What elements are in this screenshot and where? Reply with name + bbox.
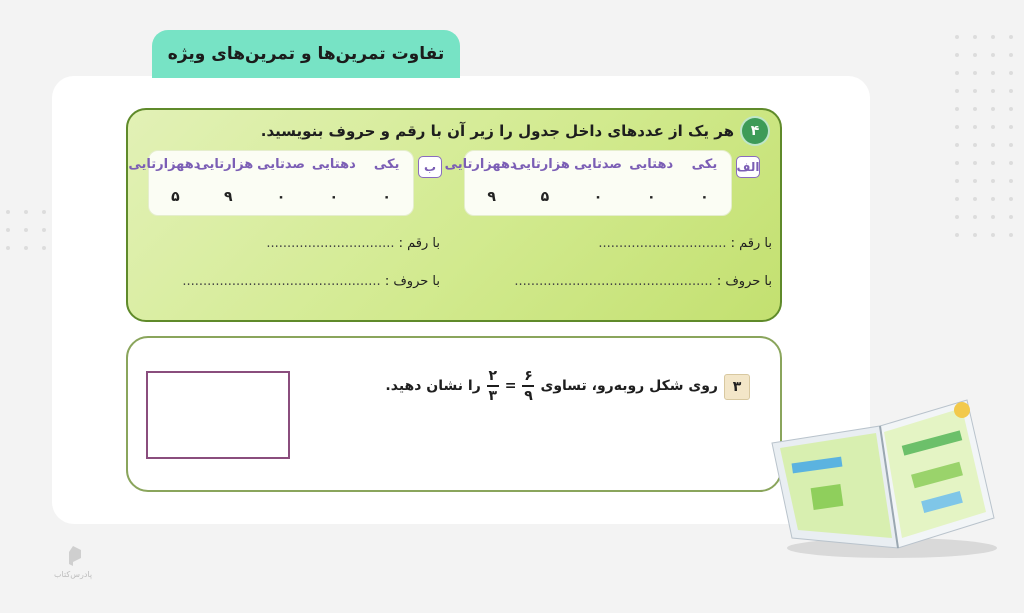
fraction-numerator: ۲: [488, 368, 498, 384]
fraction-bar: [487, 385, 499, 387]
page-title: تفاوت تمرین‌ها و تمرین‌های ویژه: [167, 44, 445, 64]
part-a-digits-label: با رقم :: [730, 236, 772, 251]
header-hundreds: صدتایی: [257, 157, 305, 172]
part-a-tag: الف: [736, 156, 760, 178]
digit-hundreds: ۰: [593, 189, 603, 205]
exercise-3-number: ۳: [724, 374, 750, 400]
decorative-dots-right: [955, 35, 1013, 237]
logo-text: پادرس‌کتاب: [54, 570, 93, 579]
exercise-4-panel: [126, 108, 782, 322]
part-a-letters-line[interactable]: [514, 274, 772, 289]
part-b-letters-label: با حروف :: [384, 274, 440, 289]
part-b-tag: ب: [418, 156, 442, 178]
part-a-digits-blank[interactable]: ...............................: [598, 236, 727, 251]
part-b-digits-blank[interactable]: ...............................: [266, 236, 395, 251]
part-b-letters-line[interactable]: [182, 274, 440, 289]
part-a-letters-blank[interactable]: ................................................: [514, 274, 713, 289]
fraction-denominator: ۹: [524, 388, 533, 404]
digit-thousands: ۹: [223, 189, 233, 205]
digit-ten-thousands: ۹: [487, 189, 496, 205]
fraction-denominator: ۳: [488, 388, 498, 404]
part-a-digits-line[interactable]: [598, 236, 772, 251]
drawing-rectangle[interactable]: [146, 371, 290, 459]
table-header-row: [128, 157, 413, 172]
part-a-letters-label: با حروف :: [716, 274, 772, 289]
digit-ten-thousands: ۵: [171, 189, 180, 205]
logo-icon: [61, 544, 85, 568]
place-value-table-a: [444, 150, 732, 216]
fraction-six-ninths: [522, 368, 534, 404]
digit-hundreds: ۰: [276, 189, 286, 205]
digit-tens: ۰: [329, 189, 339, 205]
equals-sign: =: [504, 378, 517, 394]
instruction-text-after: را نشان دهید.: [385, 378, 481, 394]
part-b-digits-line[interactable]: [266, 236, 440, 251]
digit-thousands: ۵: [540, 189, 550, 205]
header-ones: یکی: [691, 157, 718, 172]
header-thousands: هزارتایی: [196, 157, 254, 172]
table-digit-row: [465, 189, 731, 205]
table-header-row: [444, 157, 731, 172]
header-thousands: هزارتایی: [513, 157, 570, 172]
digit-ones: ۰: [382, 189, 391, 205]
decorative-dots-left: [6, 210, 46, 250]
exercise-3-panel: [126, 336, 782, 492]
place-value-table-b: [128, 150, 414, 216]
fraction-two-thirds: [487, 368, 499, 404]
header-ten-thousands: دههزارتایی: [444, 157, 517, 172]
digit-ones: ۰: [700, 189, 709, 205]
header-ten-thousands: دههزارتایی: [128, 157, 201, 172]
open-book-icon: [762, 388, 1002, 563]
publisher-logo: [54, 544, 92, 579]
fraction-numerator: ۶: [524, 368, 533, 384]
header-ones: یکی: [373, 157, 400, 172]
instruction-text-before: روی شکل روبه‌رو، تساوی: [540, 378, 718, 394]
exercise-4-number: ۴: [742, 118, 768, 144]
exercise-3-instruction: [385, 368, 718, 404]
header-tens: دهتایی: [629, 157, 674, 172]
part-b-digits-label: با رقم :: [398, 236, 440, 251]
table-digit-row: [149, 189, 413, 205]
page-title-tab: [152, 30, 460, 78]
exercise-4-instruction: هر یک از عددهای داخل جدول را زیر آن با رقم و حروف بنویسید.: [260, 122, 734, 140]
part-b-letters-blank[interactable]: ................................................: [182, 274, 381, 289]
digit-tens: ۰: [646, 189, 656, 205]
fraction-bar: [522, 385, 534, 387]
header-hundreds: صدتایی: [574, 157, 622, 172]
header-tens: دهتایی: [311, 157, 356, 172]
